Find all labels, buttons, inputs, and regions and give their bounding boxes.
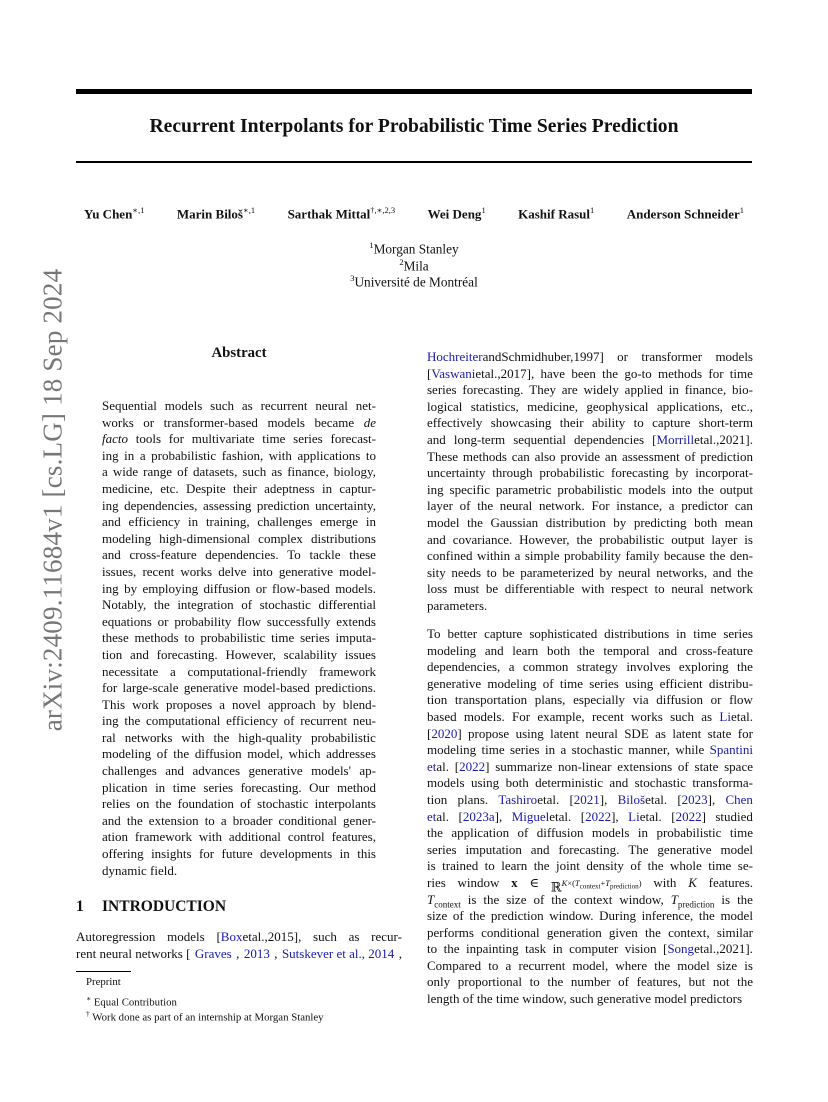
text-line: Compared to a recurrent model, where the model size is xyxy=(427,957,753,973)
text-line: models using both deterministic and stochastic transforma- xyxy=(427,775,753,791)
text-line: necessitate a computational-friendly framework xyxy=(102,663,376,679)
author: Anderson Schneider$^1$ xyxy=(626,205,744,222)
text-line: the application of diffusion models in probabilistic time xyxy=(427,825,753,841)
text-line: ing specific parametric probabilistic models into the output xyxy=(427,481,753,497)
introduction-left-text xyxy=(76,929,402,962)
text-line: and the extension to a broader conditional gener- xyxy=(102,812,376,828)
text-line: model the Gaussian distribution by predicting both mean xyxy=(427,514,753,530)
text-line: ing dependencies, assessing prediction uncertainty, xyxy=(102,497,376,513)
text-line: is trained to learn the joint density of the whole time se- xyxy=(427,858,753,874)
author: Sarthak Mittal$^{\dagger,∗,2,3}$ xyxy=(287,205,396,222)
affiliation: $^1$Morgan Stanley xyxy=(369,240,459,257)
abstract-body xyxy=(102,398,376,879)
text-line: a wide range of datasets, such as finance, biology, xyxy=(102,464,376,480)
author: Wei Deng$^1$ xyxy=(427,205,486,222)
text-line: medicine, etc. Despite their adeptness in captur- xyxy=(102,480,376,496)
title-bottom-rule xyxy=(76,161,752,163)
text-line: $T_{context}$ is the size of the context window, $T_{prediction}$ is the xyxy=(427,891,753,910)
text-line: and covariance. However, the probabilistic output layer is xyxy=(427,531,753,547)
text-line: etal. [2022] summarize non-linear extensions of state space xyxy=(427,758,753,774)
text-line: tion and forecasting. However, scalability issues xyxy=(102,646,376,662)
text-line: size of the prediction window. During inference, the model xyxy=(427,908,753,924)
arxiv-identifier: arXiv:2409.11684v1 [cs.LG] 18 Sep 2024 xyxy=(37,268,68,732)
text-line: issues, recent works delve into generative model- xyxy=(102,563,376,579)
footnote-internship: † Work done as part of an internship at Morgan Stanley xyxy=(86,1009,324,1024)
text-line: modeling and learn both the temporal and cross-feature xyxy=(427,642,753,658)
text-line: sity needs to be parameterized by neural networks, and the xyxy=(427,564,753,580)
text-line: for large-scale generative model-based predictions. xyxy=(102,680,376,696)
abstract-heading: Abstract xyxy=(211,345,267,361)
text-line: Autoregression models [Boxetal.,2015], such as recur- xyxy=(76,929,402,944)
text-line: ing in a probabilistic fashion, with applications to xyxy=(102,447,376,463)
text-line: etal. [2023a], Migueletal. [2022], Lietal. [2022] studied xyxy=(427,808,753,824)
text-line: parameters. xyxy=(427,597,488,613)
text-line: [Vaswanietal.,2017], have been the go-to methods for time xyxy=(427,365,753,381)
text-line: tion transportation plans, especially via diffusion or flow xyxy=(427,692,753,708)
text-line: generative modeling of time series using efficient distribu- xyxy=(427,675,753,691)
affiliation: $^3$Université de Montréal xyxy=(350,273,478,290)
text-line: length of the time window, such generative model predictors xyxy=(427,991,743,1007)
text-line: these methods to probabilistic time series imputa- xyxy=(102,630,376,646)
text-line: modeling high-dimensional complex distributions xyxy=(102,530,376,546)
text-line: challenges and advances generative models' ap- xyxy=(102,763,376,779)
text-line: ing the computational efficiency of recurrent neu- xyxy=(102,713,376,729)
text-line: ation framework with additional control features, xyxy=(102,829,376,845)
text-line: tion plans. Tashiroetal. [2021], Bilošetal. [2023], Chen xyxy=(427,791,753,807)
text-line: loss must be differentiable with respect to neural network xyxy=(427,581,753,597)
text-line: uncertainty through probabilistic forecasting by incorporat- xyxy=(427,465,753,481)
text-line: rent neural networks [ Graves , 2013 , Sutskever et al., 2014 , xyxy=(76,945,402,961)
affiliation: $^2$Mila xyxy=(399,257,429,274)
text-line: based models. For example, recent works such as Lietal. xyxy=(427,708,753,724)
text-line: and long-term sequential dependencies [Morrilletal.,2021]. xyxy=(427,431,753,447)
text-line: dynamic field. xyxy=(102,862,178,878)
text-line: and efficiency in training, challenges emerge in xyxy=(102,514,376,530)
text-line: [2020] propose using latent neural SDE as latent state for xyxy=(427,725,753,741)
author-list xyxy=(84,205,744,222)
introduction-right-paragraph-1 xyxy=(427,349,753,615)
text-line: logical statistics, medicine, geophysical applications, etc., xyxy=(427,398,753,414)
text-line: effectively showcasing their ability to capture short-term xyxy=(427,415,753,431)
text-line: Notably, the integration of stochastic differential xyxy=(102,597,376,613)
text-line: works or transformer-based models became de xyxy=(102,414,376,430)
text-line: To better capture sophisticated distributions in time series xyxy=(427,626,753,641)
text-line: only proportional to the number of features, but not the xyxy=(427,974,753,990)
text-line: plication in time series forecasting. Our method xyxy=(102,779,376,795)
author: Yu Chen$^{∗,1}$ xyxy=(84,205,145,222)
text-line: layer of the neural network. For instance, a predictor can xyxy=(427,498,753,514)
author: Kashif Rasul$^1$ xyxy=(518,205,595,222)
text-line: modeling time series in a stochastic manner, while Spantini xyxy=(427,742,753,758)
text-line: series forecasting. They are widely applied in finance, bio- xyxy=(427,382,753,398)
title-top-rule xyxy=(76,89,752,94)
text-line: ral networks with the high-quality probabilistic xyxy=(102,729,376,745)
text-line: These methods can also provide an assessment of prediction xyxy=(427,448,753,464)
author: Marin Biloš$^{∗,1}$ xyxy=(176,205,256,222)
text-line: HochreiterandSchmidhuber,1997] or transformer models xyxy=(427,349,753,364)
text-line: Sequential models such as recurrent neural net- xyxy=(102,398,376,413)
text-line: ries window x ∈ ℝ$^{K\times(T_{context}+T_{prediction})}$ with K features. xyxy=(427,874,753,895)
text-line: facto tools for multivariate time series forecast- xyxy=(102,431,376,447)
paper-title: Recurrent Interpolants for Probabilistic Time Series Prediction xyxy=(149,116,679,137)
text-line: confined within a simple probability family because the den- xyxy=(427,548,753,564)
text-line: ing by employing diffusion or flow-based models. xyxy=(102,580,376,596)
introduction-right-paragraph-2 xyxy=(427,626,753,1008)
text-line: equations or probability flow successfully extends xyxy=(102,613,376,629)
text-line: and cross-feature dependencies. To tackle these xyxy=(102,547,376,563)
text-line: relies on the foundation of stochastic interpolants xyxy=(102,796,376,812)
section-heading-introduction: 1 INTRODUCTION xyxy=(76,898,227,915)
footnote-rule xyxy=(76,971,131,972)
text-line: dependencies, a common strategy involves exploring the xyxy=(427,659,753,675)
footnote-equal-contribution: ∗ Equal Contribution xyxy=(86,993,177,1009)
text-line: offering insights for future developments in this xyxy=(102,846,376,862)
text-line: to the inpainting task in computer vision [Songetal.,2021]. xyxy=(427,941,753,957)
text-line: This work proposes a novel approach by blend- xyxy=(102,696,376,712)
text-line: performs conditional generation given the context, similar xyxy=(427,924,753,940)
text-line: series imputation and forecasting. The generative model xyxy=(427,841,753,857)
text-line: modeling of the diffusion model, which addresses xyxy=(102,746,376,762)
footnotes xyxy=(86,975,324,1022)
footnote-preprint: Preprint xyxy=(86,976,121,988)
